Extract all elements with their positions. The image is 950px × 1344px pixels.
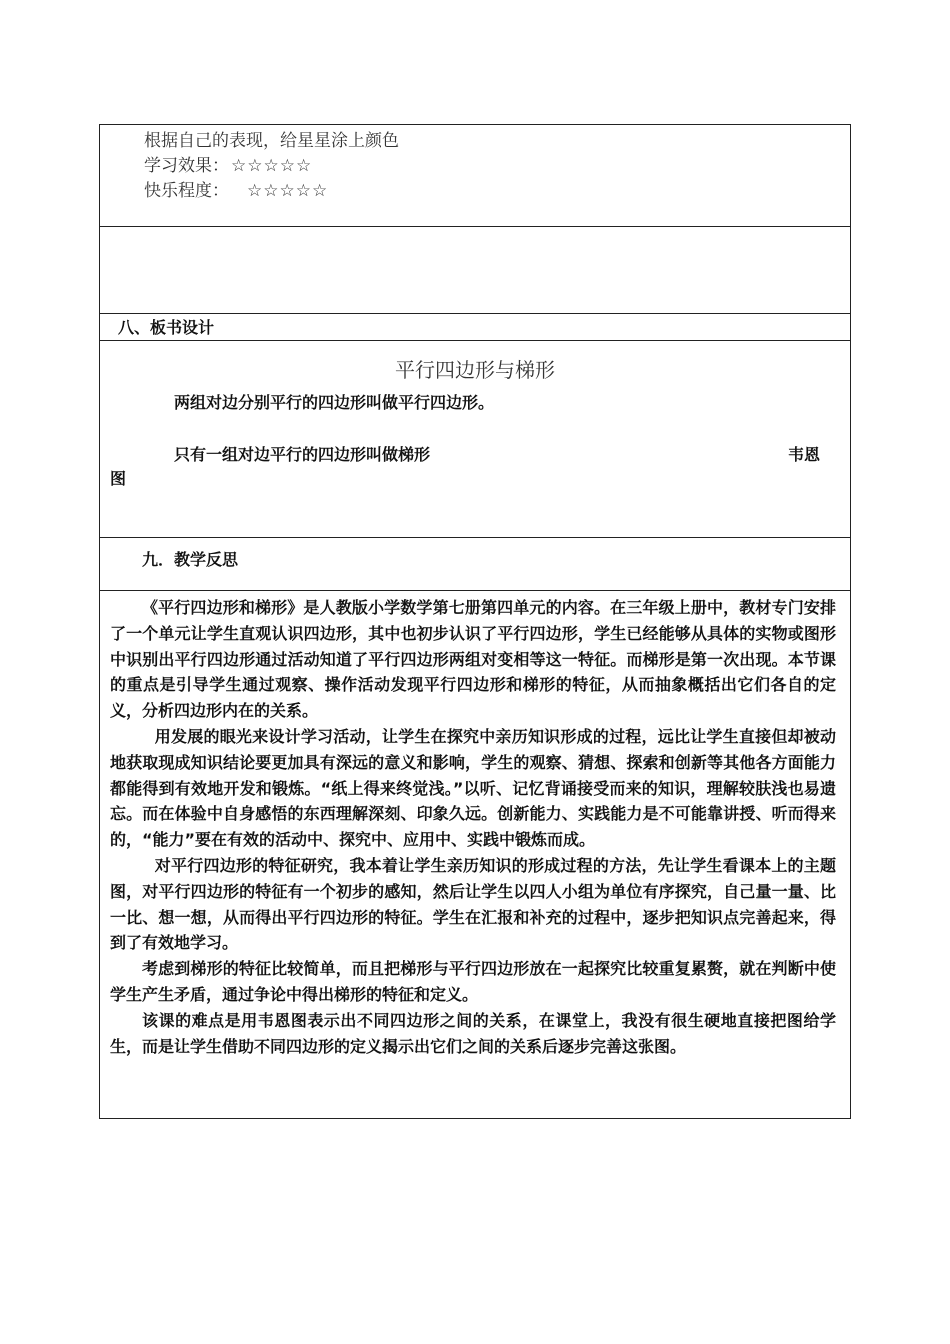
parallelogram-definition: 两组对边分别平行的四边形叫做平行四边形。: [174, 393, 495, 412]
reflection-cell: [100, 591, 851, 1119]
section9-heading-row: [100, 538, 851, 591]
trapezoid-definition: 只有一组对边平行的四边形叫做梯形: [174, 445, 431, 464]
blank-cell: [100, 227, 851, 314]
happiness-label: 快乐程度：: [144, 181, 229, 201]
section9-heading: 九．教学反思: [142, 550, 239, 569]
blank-row: [100, 227, 851, 314]
self-evaluation-row: [100, 125, 851, 227]
self-evaluation: [100, 125, 850, 204]
learning-effect-stars: ☆☆☆☆☆: [231, 156, 313, 176]
section8-heading: 八、板书设计: [118, 318, 215, 337]
evaluation-instruction: 根据自己的表现，给星星涂上颜色: [144, 131, 399, 151]
learning-effect-line: [144, 154, 850, 179]
trapezoid-definition-line: [100, 443, 850, 467]
venn-diagram-label-continued: 图: [110, 469, 127, 488]
section9-heading-cell: [100, 538, 851, 591]
venn-diagram-label: 韦恩: [788, 445, 821, 464]
section8-heading-row: [100, 314, 851, 341]
lesson-plan-table: [99, 124, 851, 1119]
reflection-paragraph: 《平行四边形和梯形》是人教版小学数学第七册第四单元的内容。在三年级上册中，教材专门安排了一个单元让学生直观认识四边形，其中也初步认识了平行四边形，学生已经能够从具体的实物或图形中识别出平行四边形通过活动知道了平行四边形两组对变相等这一特征。而梯形是第一次出现。本节课的重点是引导学生通过观察、操作活动发现平行四边形和梯形的特征，从而抽象概括出它们各自的定义，分析四边形内在的关系。: [110, 598, 836, 721]
reflection-paragraph: 该课的难点是用韦恩图表示出不同四边形之间的关系，在课堂上，我没有很生硬地直接把图给学生，而是让学生借助不同四边形的定义揭示出它们之间的关系后逐步完善这张图。: [110, 1010, 836, 1056]
reflection-paragraph: 对平行四边形的特征研究，我本着让学生亲历知识的形成过程的方法，先让学生看课本上的主题图，对平行四边形的特征有一个初步的感知，然后让学生以四人小组为单位有序探究，自己量一量、比一比、想一想，从而得出平行四边形的特征。学生在汇报和补充的过程中，逐步把知识点完善起来，得到了有效地学习。: [110, 855, 836, 953]
reflection-paragraph: 考虑到梯形的特征比较简单，而且把梯形与平行四边形放在一起探究比较重复累赘，就在判断中使学生产生矛盾，通过争论中得出梯形的特征和定义。: [110, 959, 836, 1004]
teaching-reflection: [100, 591, 850, 1059]
reflection-paragraph: 用发展的眼光来设计学习活动，让学生在探究中亲历知识形成的过程，远比让学生直接但却被动地获取现成知识结论要更加具有深远的意义和影响，学生的观察、猜想、探索和创新等其他各方面能力都能得到有效地开发和锻炼。“纸上得来终觉浅。”以听、记忆背诵接受而来的知识，理解较肤浅也易遗忘。而在体验中自身感悟的东西理解深刻、印象久远。创新能力、实践能力是不可能靠讲授、听而得来的，“能力”要在有效的活动中、探究中、应用中、实践中锻炼而成。: [110, 726, 836, 850]
board-title: 平行四边形与梯形: [395, 358, 555, 382]
section8-heading-cell: [100, 314, 851, 341]
happiness-line: [144, 179, 850, 204]
reflection-row: [100, 591, 851, 1119]
self-evaluation-cell: [100, 125, 851, 227]
board-design-row: [100, 341, 851, 538]
learning-effect-label: 学习效果：: [144, 156, 229, 176]
happiness-stars: ☆☆☆☆☆: [247, 181, 329, 201]
board-design-cell: [100, 341, 851, 538]
